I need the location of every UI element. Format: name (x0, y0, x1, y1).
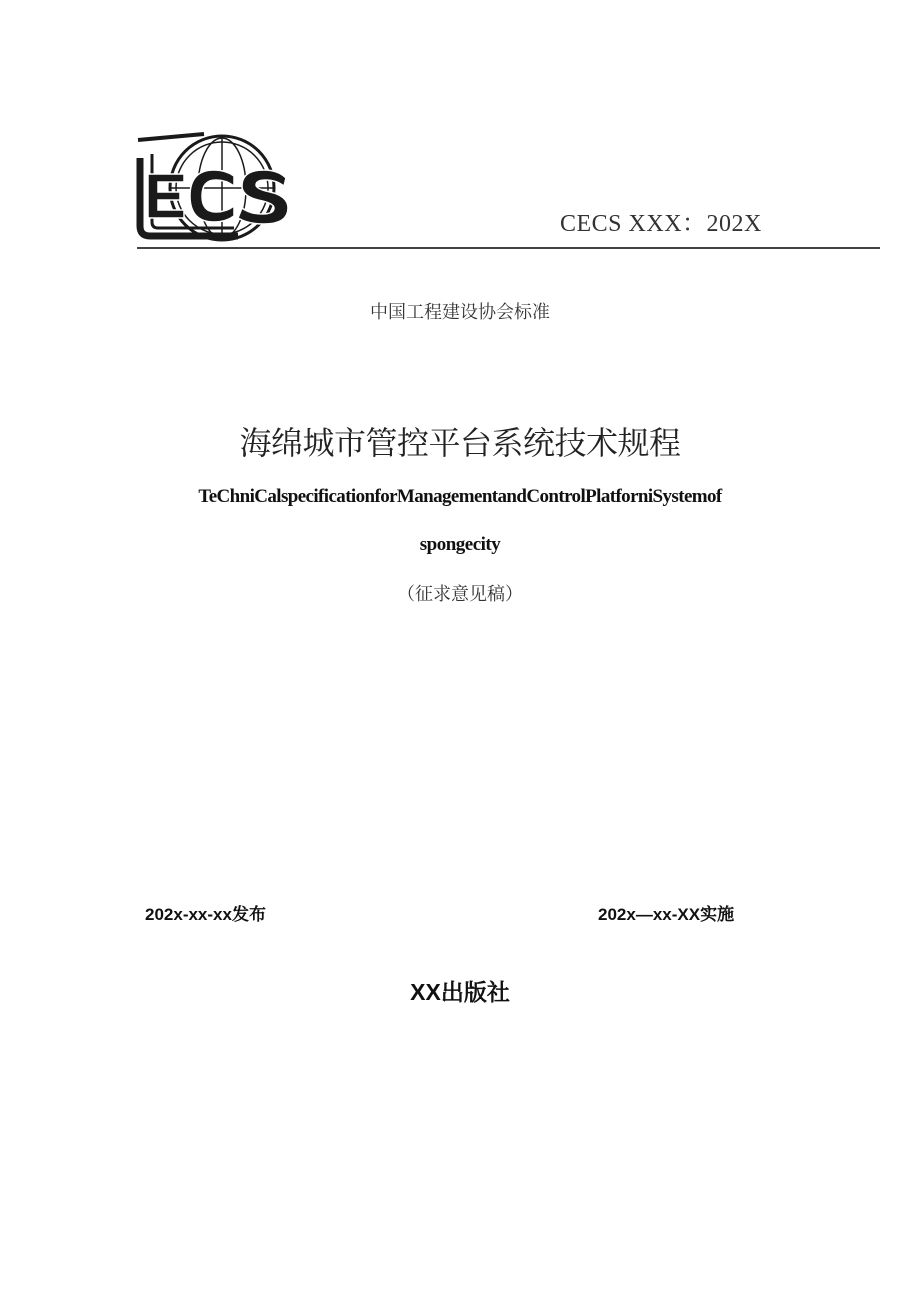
association-name: 中国工程建设协会标准 (370, 302, 550, 323)
effective-date: 202x—xx-XX实施 (598, 905, 735, 924)
standard-number: CECS XXX：202X (560, 211, 762, 237)
document-title-english-line2: spongecity (419, 534, 501, 555)
document-title-chinese: 海绵城市管控平台系统技术规程 (239, 424, 681, 462)
publisher-name: XX出版社 (410, 979, 510, 1005)
cecs-logo (134, 130, 294, 244)
issue-date: 202x-xx-xx发布 (145, 905, 266, 924)
draft-status-note: （征求意见稿） (397, 584, 523, 605)
header-divider (137, 247, 880, 249)
document-title-english-line1: TeChniCalspecificationforManagementandControlPlatforniSystemof (198, 486, 722, 507)
